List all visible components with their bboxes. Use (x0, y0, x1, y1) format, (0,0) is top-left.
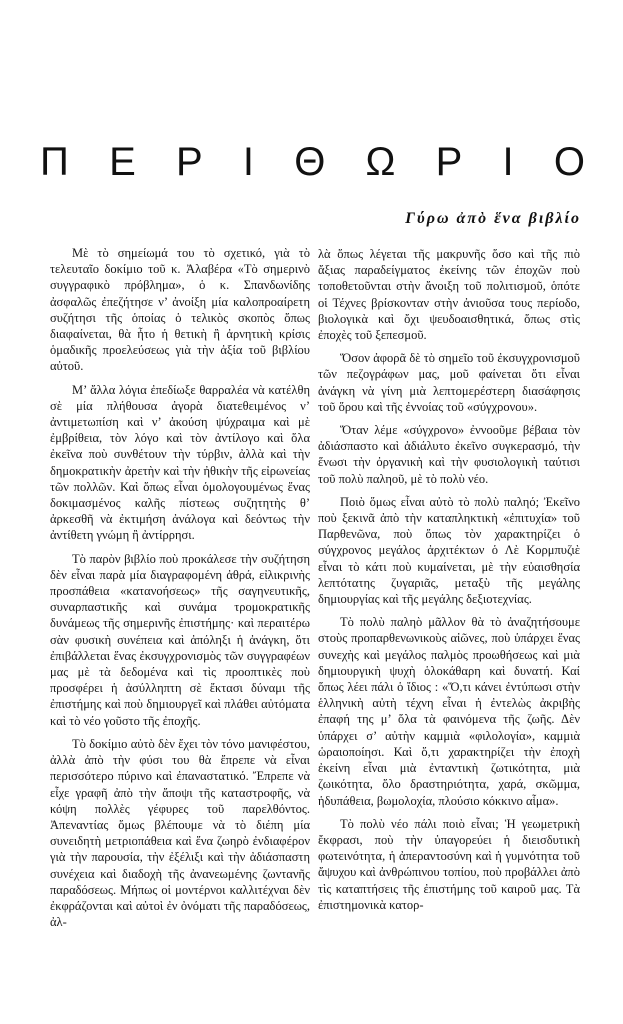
title-letter: Ε (109, 140, 136, 184)
title-letter: Ο (553, 140, 585, 184)
title-letter: Ρ (435, 140, 463, 184)
paragraph: Ὅσον ἀφορᾶ δὲ τὸ σημεῖο τοῦ ἐκσυγχρονισμοῦ τῶν πεζογράφων μας, μοῦ φαίνεται ὅτι εἶναι ἀνάγκη νὰ γίνη μιὰ λεπτομερέστερη διασάφησις τοῦ ὅρου καὶ τῆς ἐννοίας τοῦ «σύγχρονου». (318, 351, 580, 414)
article-subtitle: Γύρω ἀπὸ ἕνα βιβλίο (405, 210, 581, 227)
paragraph: Ποιὸ ὅμως εἶναι αὐτὸ τὸ πολὺ παληό; Ἐκεῖνο ποὺ ξεκινᾶ ἀπὸ τὴν καταπληκτικὴ «ἐπιτυχία» τοῦ Παρθενῶνα, ποὺ ὅπως τὸν χαρακτηρίζει ὁ σύγχρονος μεγάλος ἀρχιτέκτων ὁ Λὲ Κορμπυζιὲ εἶναι τὸ κάτι ποὺ κυμαίνεται, μὲ τὴν εὐαισθησία λεπτότατης ζυγαριᾶς, μεταξὺ τῆς μεγάλης δημιουργίας καὶ τῆς μεγάλης δεξιοτεχνίας. (318, 494, 580, 607)
title-letter: Π (40, 140, 69, 184)
right-column (318, 246, 580, 920)
title-letter: Ρ (175, 140, 203, 184)
title-letter: Ω (365, 140, 396, 184)
paragraph: Τὸ δοκίμιο αὐτὸ δὲν ἔχει τὸν τόνο μανιφέστου, ἀλλὰ ἀπὸ τὴν φύσι του θὰ ἔπρεπε νὰ εἶναι περισσότερο πύρινο καὶ ἐπαναστατικό. Ἔπρεπε νὰ εἶχε γραφῆ ἀπὸ τὴν ἄποψι τῆς καταστροφῆς, νὰ κόψη πολλὲς γέφυρες τοῦ παρελθόντος. Ἀπεναντίας ὅμως βλέπουμε νὰ τὸ διέπη μία συνειδητὴ μετριοπάθεια καὶ ἕνα ζωηρὸ ἐνδιαφέρον γιὰ τὴν παρουσία, τὴν ἐξέλιξι καὶ τὴν ἀδιάσπαστη συνέχεια καὶ διαδοχὴ τῆς ἀνανεωμένης ζωντανῆς παραδόσεως. Μήπως οἱ μοντέρνοι καλλιτέχναι δὲν ἐκφράζονται καὶ αὐτοὶ ἐν ὀνόματι τῆς παραδόσεως, ἀλ- (50, 736, 310, 930)
paragraph: Μὲ τὸ σημείωμά του τὸ σχετικό, γιὰ τὸ τελευταῖο δοκίμιο τοῦ κ. Ἀλαβέρα «Τὸ σημερινὸ συγγραφικὸ πρόβλημα», ὁ κ. Σπανδωνίδης ἀσφαλῶς ἐπεζήτησε ν’ ἀνοίξη μία καλοπροαίρετη συζήτησι τῆς ὁποίας ὁ τελικὸς σκοπὸς ὅπως διαφαίνεται, θὰ ἦτο ἡ θετικὴ ἢ ἀρνητικὴ κρίσις ὁμαδικῆς προελεύσεως γιὰ τὴν ἀξία τοῦ βιβλίου αὐτοῦ. (50, 246, 310, 374)
title-letter: Θ (294, 140, 326, 184)
page-title (40, 140, 585, 184)
paragraph-continuation: λὰ ὅπως λέγεται τῆς μακρυνῆς ὅσο καὶ τῆς πιὸ ἄξιας παραδείγματος ἐκείνης τῶν ἐποχῶν ποὺ τοποθετοῦνται στὴν ἄνοιξη τοῦ πολιτισμοῦ, ὁπότε οἱ Τέχνες βρίσκονταν στὴν ἀνιοῦσα τους περίοδο, βιολογικὰ καὶ ὄχι ψευδοαισθητικά, ὅπως στὶς ἐποχὲς τοῦ ξεπεσμοῦ. (318, 247, 580, 343)
title-letter: Ι (242, 140, 254, 184)
paragraph: Μ’ ἄλλα λόγια ἐπεδίωξε θαρραλέα νὰ κατέλθη σὲ μία πλήθουσα ἀγορὰ διατεθειμένος ν’ ἀντιμετωπίση καὶ ν’ ἀκούση ψύχραιμα καὶ μὲ ἐμβρίθεια, τὸν λόγο καὶ τὸν ἀντίλογο καὶ ὅλα ἐκεῖνα ποὺ συνθέτουν τὴν τύρβιν, ἀλλὰ καὶ τὴν δημοκρατικὴν ἀρετὴν καὶ τὴν ἠθικὴν τῆς εἰρωνείας τῶν πολλῶν. Καὶ ὅπως εἶναι ὁμολογουμένως ἕνας δοκιμασμένος καλῆς πίστεως συζητητὴς θ’ ἀρκεσθῆ νὰ ἐκτιμήση ἀνάλογα καὶ δεόντως τὴν ἀντίθετη γνώμη ἢ ἀντίρρησι. (50, 382, 310, 543)
paragraph: Τὸ παρὸν βιβλίο ποὺ προκάλεσε τὴν συζήτηση δὲν εἶναι παρὰ μία διαγραφομένη ἀθρά, εἰλικρινὴς προσπάθεια «κατανοήσεως» τῆς σαγηνευτικῆς, συναρπαστικῆς καὶ συνάμα τρομοκρατικῆς δυνάμεως τῆς σημερινῆς ἐπιστήμης· καὶ περαιτέρω σὰν φυσικὴ συνέπεια καὶ ἀπόληξι ἡ ἀνάγκη, ὅτι ἐπιβάλλεται ἕνας ἐκσυγχρονισμὸς τῶν συγγραφέων μας μὲ τὰ δεδομένα καὶ τὶς προοπτικὲς ποὺ προσφέρει ἡ ἀσύλληπτη σὲ ἔκτασι δύναμι τῆς ἐπιστήμης καὶ ποὺ δημιουργεῖ καὶ πλάθει αὐτόματα καὶ τὸ νέο γοῦστο τῆς ἐποχῆς. (50, 551, 310, 728)
paragraph: Τὸ πολὺ παληὸ μᾶλλον θὰ τὸ ἀναζητήσουμε στοὺς προπαρθενωνικοὺς αἰῶνες, ποὺ ὑπάρχει ἕνας συνεχὴς καὶ μεγάλος παλμὸς προωθήσεως καὶ μιὰ δημιουργικὴ ψυχὴ ὁλοκάθαρη καὶ δυνατή. Καί ὅπως λέει πάλι ὁ ἴδιος : «Ὅ,τι κάνει ἐντύπωσι στὴν ἑλληνικὴ αὐτὴ τέχνη εἶναι ἡ ἐντελὼς ἀκριβὴς ἐπαφή της μ’ ὅλα τὰ φαινόμενα τῆς ζωῆς. Δὲν ὑπάρχει σ’ αὐτὴν καμμιὰ «φιλολογία», καμμιὰ ὡραιοποίησι. Καὶ ὅ,τι χαρακτηρίζει τὴν ἐποχὴ ἐκείνη εἶναι μιὰ ἐνταντικὴ ζωτικότητα, μιὰ ζωικότητα, ὅλο δραστηριότητα, χαρά, σκῶμμα, ἡδυπάθεια, βωμολοχία, πλούσιο κόκκινο αἷμα». (318, 615, 580, 808)
title-letter: Ι (502, 140, 514, 184)
left-column (50, 245, 310, 937)
paragraph: Τὸ πολὺ νέο πάλι ποιὸ εἶναι; Ἡ γεωμετρικὴ ἔκφρασι, ποὺ τὴν ὑπαγορεύει ἡ διεισδυτικὴ φωτεινότητα, ἡ ἀπεραντοσύνη καὶ ἡ γυμνότητα τοῦ ἄψυχου καὶ ἀνθρώπινου τοπίου, ποὺ προβάλλει ἀπὸ τὶς καταπτήσεις τῆς ἐπιστήμης τοῦ καιροῦ μας. Τὰ ἐπιστημονικὰ κατορ- (318, 816, 580, 912)
paragraph: Ὅταν λέμε «σύγχρονο» ἐννοοῦμε βέβαια τὸν ἀδιάσπαστο καὶ ἀδιάλυτο ἐκεῖνο συγκερασμό, τὴν ἕνωσι τὴν ὀργανικὴ καὶ τὴν φυσιολογικὴ ταύτισι τοῦ πολὺ παληοῦ, μὲ τὸ πολὺ νέο. (318, 423, 580, 486)
